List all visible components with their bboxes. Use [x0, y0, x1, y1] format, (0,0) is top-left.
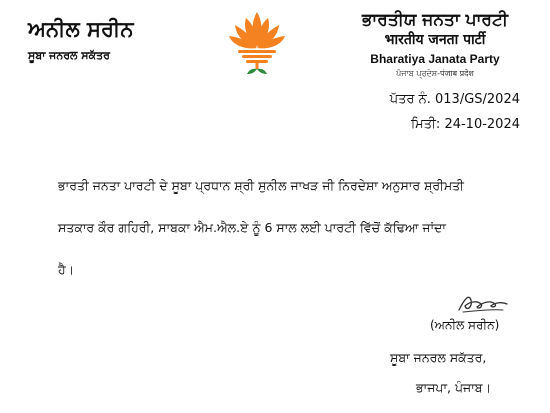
letter-body [58, 165, 528, 291]
signer-name: (ਅਨੀਲ ਸਰੀਨ) [430, 318, 500, 332]
body-line: ਸਤਕਾਰ ਕੌਰ ਗਹਿਰੀ, ਸਾਬਕਾ ਐਮ.ਐਲ.ਏ ਨੂੰ 6 ਸਾਲ ਲਈ ਪਾਰਟੀ ਵਿੱਚੋਂ ਕੱਢਿਆ ਜਾਂਦਾ [58, 220, 446, 235]
signer-title: ਸੂਬਾ ਜਨਰਲ ਸਕੱਤਰ, [390, 350, 487, 365]
sender-block [28, 16, 133, 63]
lotus-icon [226, 8, 288, 78]
sender-title: ਸੂਬਾ ਜਨਰਲ ਸਕੱਤਰ [28, 49, 110, 62]
letter-number: ਪੱਤਰ ਨੰ. 013/GS/2024 [389, 92, 520, 107]
party-header [330, 10, 540, 79]
body-line: ਹੈ। [58, 262, 75, 277]
sender-name: ਅਨੀਲ ਸਰੀਨ [28, 17, 134, 41]
party-name-hindi: भारतीय जनता पार्टी [384, 32, 486, 48]
body-line: ਭਾਰਤੀ ਜਨਤਾ ਪਾਰਟੀ ਦੇ ਸੂਬਾ ਪ੍ਰਧਾਨ ਸ਼੍ਰੀ ਸੁਨੀਲ ਜਾਖੜ ਜੀ ਨਿਰਦੇਸ਼ਾ ਅਨੁਸਾਰ ਸ਼੍ਰੀਮਤੀ [58, 178, 464, 193]
party-name-english: Bharatiya Janata Party [370, 52, 500, 66]
letter-date: ਮਿਤੀ: 24-10-2024 [410, 117, 520, 132]
party-region: ਪੰਜਾਬ ਪ੍ਰਦੇਸ਼-पंजाब प्रदेश [396, 69, 474, 78]
signature-image [455, 290, 511, 316]
party-name-gurmukhi: ਭਾਰਤੀਯ ਜਨਤਾ ਪਾਰਟੀ [362, 10, 508, 30]
signer-place: ਭਾਜਪਾ, ਪੰਜਾਬ। [416, 380, 492, 395]
